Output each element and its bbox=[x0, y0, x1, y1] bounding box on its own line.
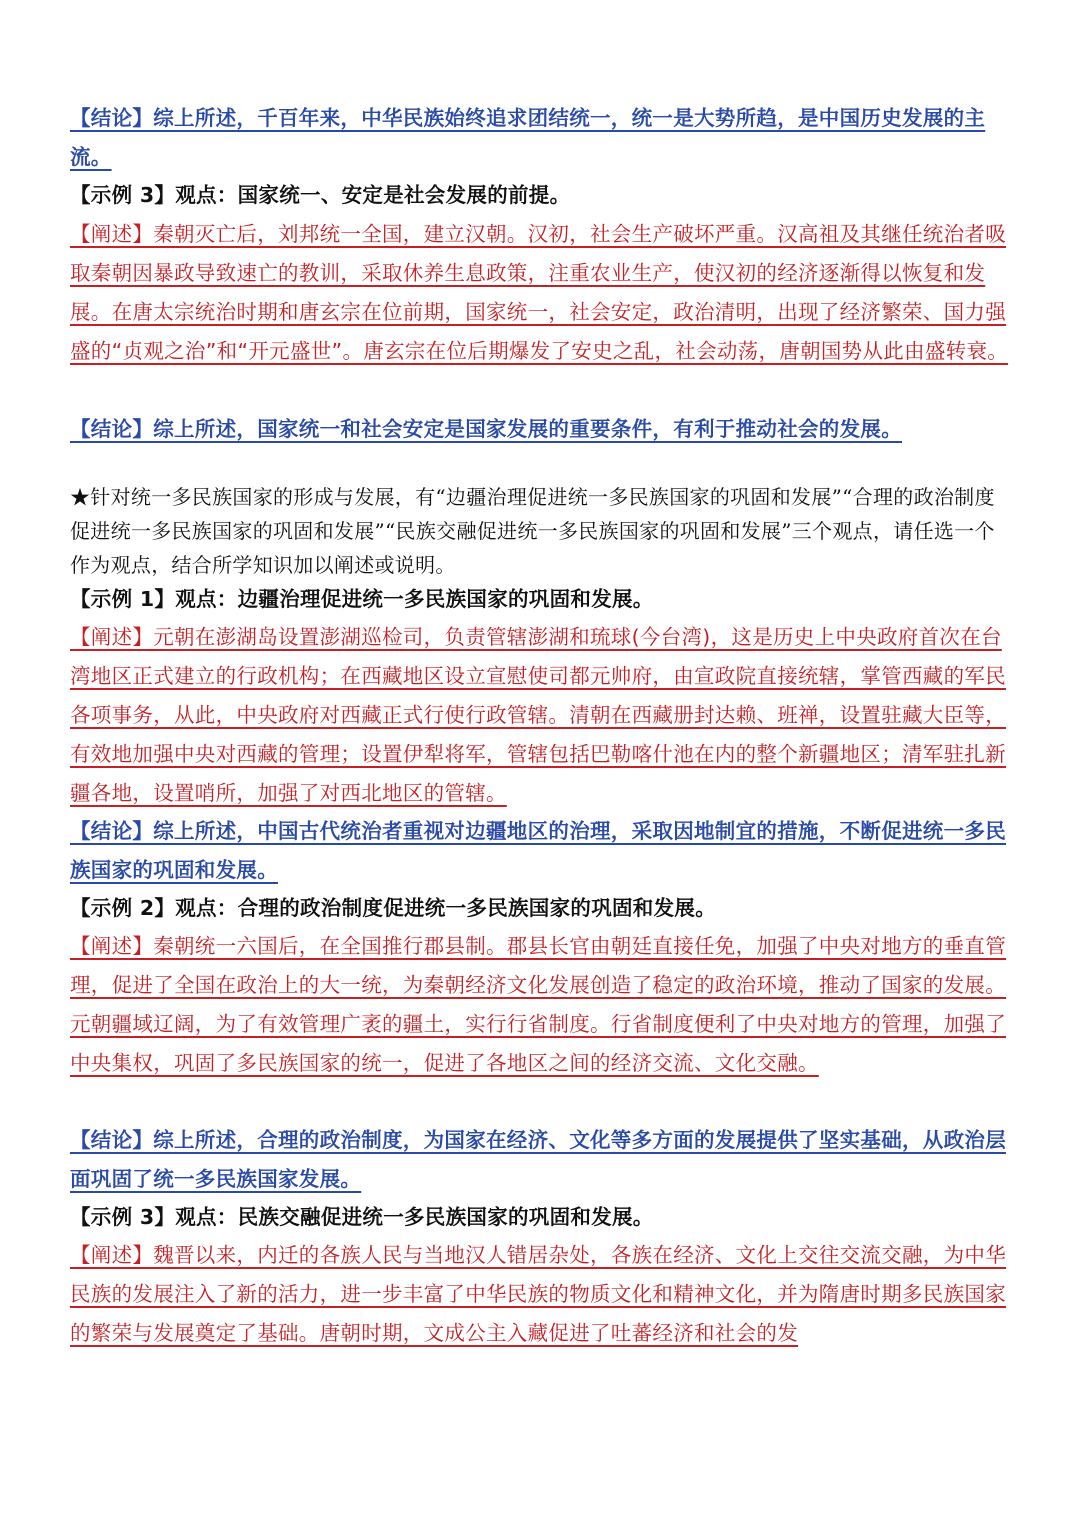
example-2-conclusion: 【结论】综上所述，合理的政治制度，为国家在经济、文化等多方面的发展提供了坚实基础，从政治层面巩固了统一多民族国家发展。 bbox=[70, 1128, 1006, 1191]
question-prompt: ★针对统一多民族国家的形成与发展，有“边疆治理促进统一多民族国家的巩固和发展”“合理的政治制度促进统一多民族国家的巩固和发展”“民族交融促进统一多民族国家的巩固和发展”三个观点，请任选一个作为观点，结合所学知识加以阐述或说明。 bbox=[70, 485, 995, 577]
example-3b-title: 【示例 3】观点：民族交融促进统一多民族国家的巩固和发展。 bbox=[70, 1205, 654, 1229]
example-3-conclusion: 【结论】综上所述，国家统一和社会安定是国家发展的重要条件，有利于推动社会的发展。 bbox=[70, 417, 902, 441]
conclusion-unity: 【结论】综上所述，千百年来，中华民族始终追求团结统一，统一是大势所趋，是中国历史发展的主流。 bbox=[70, 106, 986, 169]
example-3b-explanation: 【阐述】魏晋以来，内迁的各族人民与当地汉人错居杂处，各族在经济、文化上交往交流交融，为中华民族的发展注入了新的活力，进一步丰富了中华民族的物质文化和精神文化，并为隋唐时期多民族国家的繁荣与发展奠定了基础。唐朝时期，文成公主入藏促进了吐蕃经济和社会的发 bbox=[70, 1243, 1006, 1345]
example-3-title: 【示例 3】观点：国家统一、安定是社会发展的前提。 bbox=[70, 183, 571, 207]
example-3-explanation: 【阐述】秦朝灭亡后，刘邦统一全国，建立汉朝。汉初，社会生产破坏严重。汉高祖及其继任统治者吸取秦朝因暴政导致速亡的教训，采取休养生息政策，注重农业生产，使汉初的经济逐渐得以恢复和发展。在唐太宗统治时期和唐玄宗在位前期，国家统一，社会安定，政治清明，出现了经济繁荣、国力强盛的“贞观之治”和“开元盛世”。唐玄宗在位后期爆发了安史之乱，社会动荡，唐朝国势从此由盛转衰。 bbox=[70, 222, 1009, 363]
example-2-title: 【示例 2】观点：合理的政治制度促进统一多民族国家的巩固和发展。 bbox=[70, 896, 716, 920]
example-2-explanation: 【阐述】秦朝统一六国后，在全国推行郡县制。郡县长官由朝廷直接任免，加强了中央对地方的垂直管理，促进了全国在政治上的大一统，为秦朝经济文化发展创造了稳定的政治环境，推动了国家的发展。元朝疆域辽阔，为了有效管理广袤的疆土，实行行省制度。行省制度便利了中央对地方的管理，加强了中央集权，巩固了多民族国家的统一，促进了各地区之间的经济交流、文化交融。 bbox=[70, 934, 1006, 1075]
example-1-conclusion: 【结论】综上所述，中国古代统治者重视对边疆地区的治理，采取因地制宜的措施，不断促进统一多民族国家的巩固和发展。 bbox=[70, 819, 1006, 882]
example-1-title: 【示例 1】观点：边疆治理促进统一多民族国家的巩固和发展。 bbox=[70, 587, 654, 611]
example-1-explanation: 【阐述】元朝在澎湖岛设置澎湖巡检司，负责管辖澎湖和琉球(今台湾)，这是历史上中央政府首次在台湾地区正式建立的行政机构；在西藏地区设立宣慰使司都元帅府，由宣政院直接统辖，掌管西藏的军民各项事务，从此，中央政府对西藏正式行使行政管辖。清朝在西藏册封达赖、班禅，设置驻藏大臣等，有效地加强中央对西藏的管理；设置伊犁将军，管辖包括巴勒喀什池在内的整个新疆地区；清军驻扎新疆各地，设置哨所，加强了对西北地区的管辖。 bbox=[70, 625, 1006, 805]
